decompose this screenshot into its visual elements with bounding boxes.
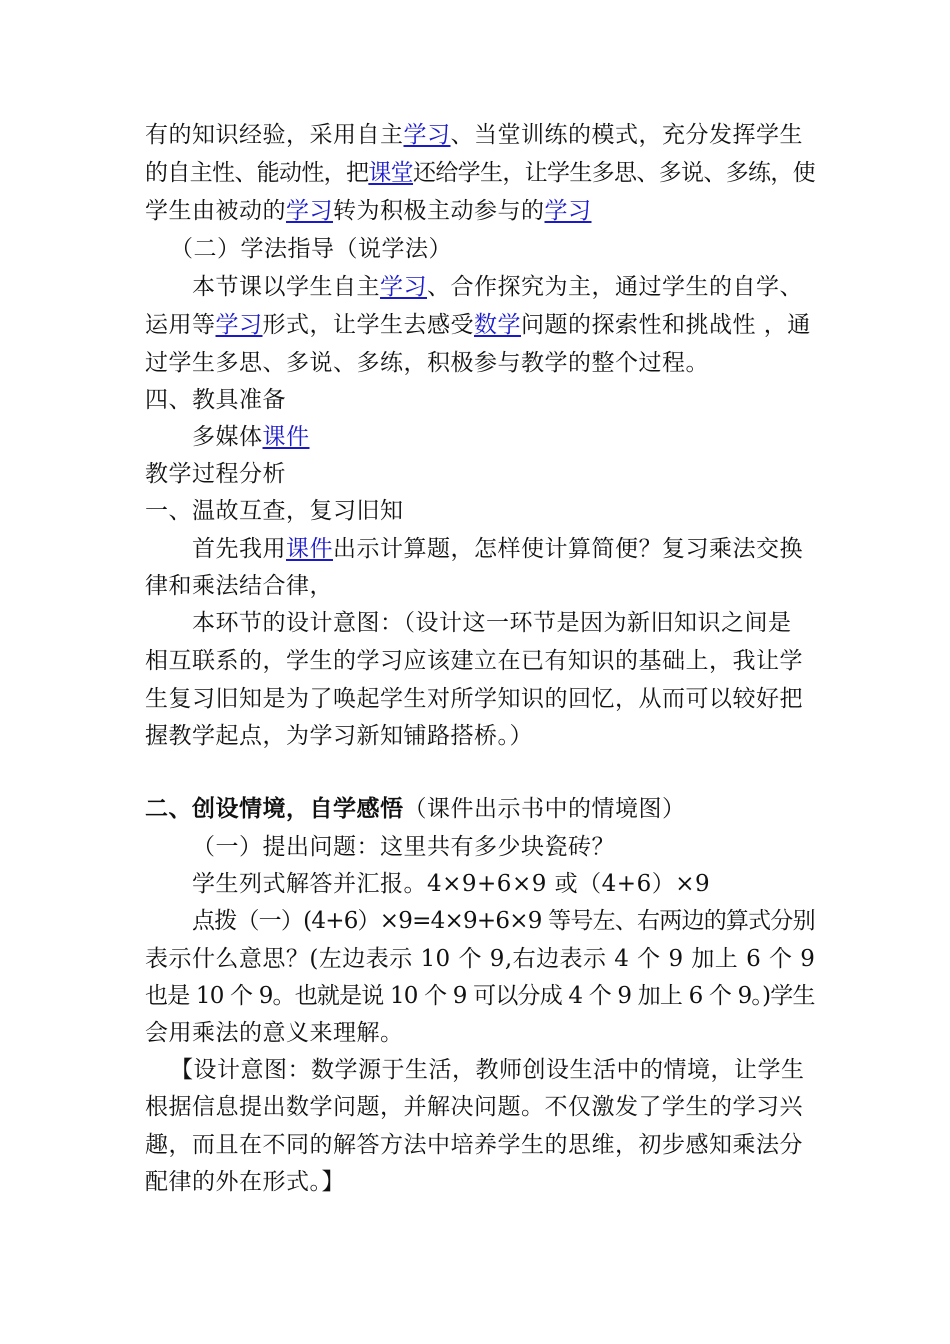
text-run: 点拨（一）(4+6）×9=4×9+6×9 等号左、右两边的算式分别: [192, 908, 815, 934]
paragraph-line: [192, 534, 803, 564]
paragraph-line: [170, 1055, 805, 1085]
text-run: 转为积极主动参与的: [333, 198, 545, 224]
text-run: 出示计算题，怎样使计算简便？复习乘法交换: [333, 536, 803, 562]
paragraph-line: [145, 1018, 404, 1048]
paragraph-line: [145, 646, 803, 676]
paragraph-line: [145, 571, 333, 601]
text-run: 有的知识经验，采用自主: [145, 122, 404, 148]
paragraph-line: [145, 1092, 803, 1122]
text-run: 配律的外在形式。】: [145, 1169, 345, 1195]
text-run: 相互联系的，学生的学习应该建立在已有知识的基础上，我让学: [145, 648, 803, 674]
paragraph-line: [192, 869, 710, 899]
text-run: 【设计意图：数学源于生活，教师创设生活中的情境，让学生: [170, 1057, 805, 1083]
heading-bold-text: 二、创设情境，自学感悟: [145, 795, 404, 822]
text-run: （二）学法指导（说学法）: [170, 236, 452, 262]
text-run: 的自主性、能动性，把: [145, 160, 369, 186]
link-courseware[interactable]: 课件: [262, 424, 310, 450]
paragraph-line: [192, 272, 803, 302]
text-run: 学生列式解答并汇报。4×9+6×9 或（4+6）×9: [192, 871, 711, 897]
text-run: 学生由被动的: [145, 198, 286, 224]
paragraph-line: [145, 348, 709, 378]
section-subheading: [170, 234, 452, 264]
paragraph-line: [145, 310, 811, 340]
text-run: 问题的探索性和挑战性 ，通: [521, 312, 811, 338]
section-heading: [145, 496, 404, 526]
link-study[interactable]: 学习: [380, 274, 427, 300]
text-run: 教学过程分析: [145, 461, 286, 487]
text-run: 趣，而且在不同的解答方法中培养学生的思维，初步感知乘法分: [145, 1132, 803, 1158]
paragraph-line: [192, 608, 792, 638]
link-study[interactable]: 学习: [215, 312, 263, 338]
text-run: 律和乘法结合律，: [145, 573, 333, 599]
paragraph-line: [145, 1167, 345, 1197]
section-heading: [145, 459, 286, 489]
text-run: 握教学起点，为学习新知铺路搭桥。）: [145, 723, 533, 749]
text-run: 会用乘法的意义来理解。: [145, 1020, 404, 1046]
paragraph-line: [145, 981, 815, 1011]
paragraph-line: [145, 196, 592, 226]
link-study[interactable]: 学习: [403, 122, 451, 148]
link-classroom[interactable]: 课堂: [368, 160, 414, 186]
text-run: 一、温故互查，复习旧知: [145, 498, 404, 524]
text-run: 也是 10 个 9。也就是说 10 个 9 可以分成 4 个 9 加上 6 个 9。)学生: [145, 983, 815, 1009]
paragraph-line: [145, 944, 815, 974]
section-heading: [145, 794, 686, 824]
paragraph-line: [145, 684, 803, 714]
link-study[interactable]: 学习: [286, 198, 333, 224]
text-run: 形式，让学生去感受: [262, 312, 474, 338]
text-run: 根据信息提出数学问题，并解决问题。不仅激发了学生的学习兴: [145, 1094, 803, 1120]
paragraph-line: [145, 158, 815, 188]
text-run: 、当堂训练的模式，充分发挥学生: [450, 122, 803, 148]
text-run: 本环节的设计意图：（设计这一环节是因为新旧知识之间是: [192, 610, 792, 636]
text-run: 多媒体: [192, 424, 263, 450]
text-run: 四、教具准备: [145, 387, 286, 413]
text-run: 本节课以学生自主: [192, 274, 380, 300]
text-run: 还给学生，让学生多思、多说、多练，使: [413, 160, 816, 186]
paragraph-line: [192, 832, 615, 862]
link-study[interactable]: 学习: [544, 198, 592, 224]
link-courseware[interactable]: 课件: [286, 536, 333, 562]
text-run: （一）提出问题：这里共有多少块瓷砖？: [192, 834, 615, 860]
text-run: 生复习旧知是为了唤起学生对所学知识的回忆，从而可以较好把: [145, 686, 803, 712]
section-heading: [145, 385, 286, 415]
paragraph-line: [145, 120, 803, 150]
text-run: 过学生多思、多说、多练，积极参与教学的整个过程。: [145, 350, 709, 376]
text-run: 运用等: [145, 312, 216, 338]
text-run: 首先我用: [192, 536, 286, 562]
paragraph-line: [192, 906, 815, 936]
text-run: 、合作探究为主，通过学生的自学、: [427, 274, 803, 300]
paragraph-line: [145, 721, 533, 751]
paragraph-line: [192, 422, 310, 452]
text-run: （课件出示书中的情境图）: [403, 796, 686, 822]
link-math[interactable]: 数学: [474, 312, 521, 338]
paragraph-line: [145, 1130, 803, 1160]
text-run: 表示什么意思？(左边表示 10 个 9,右边表示 4 个 9 加上 6 个 9: [145, 946, 816, 972]
